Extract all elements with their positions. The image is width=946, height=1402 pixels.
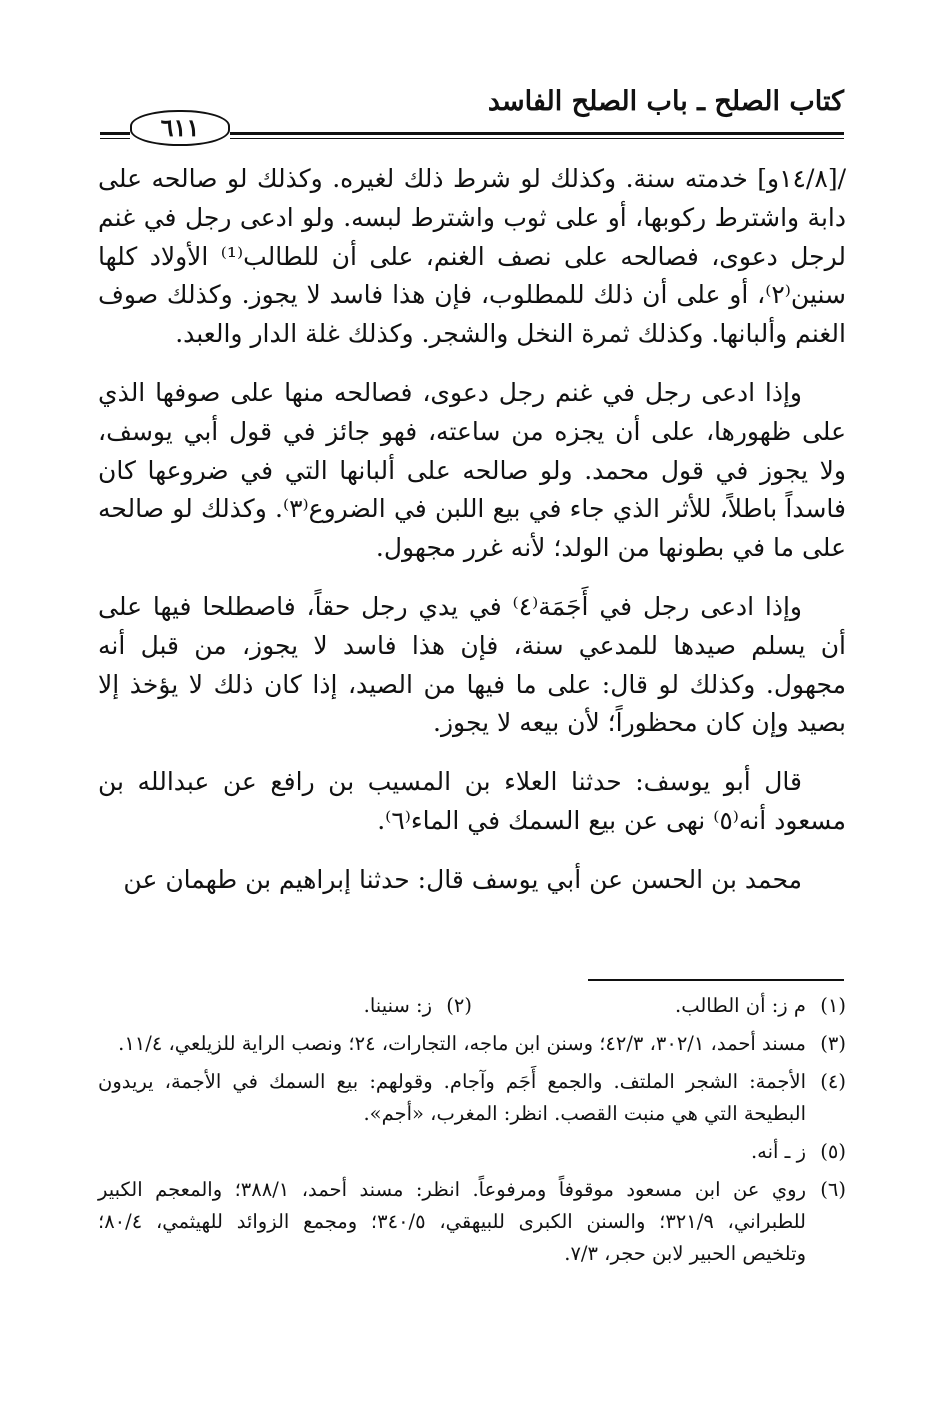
footnote-text: روي عن ابن مسعود موقوفاً ومرفوعاً. انظر: مسند أحمد، ٣٨٨/١؛ والمعجم الكبير للطبراني، ٣٢١/٩؛ والسنن الكبرى للبيهقي، ٣٤٠/٥؛ ومجمع الزوائد للهيثمي، ٨٠/٤؛ وتلخيص الحبير لابن حجر، ٧/٣. (98, 1178, 806, 1265)
footnote-6 (98, 1174, 846, 1270)
footnote-text: ز: سنينا. (363, 994, 432, 1017)
footnote-3 (98, 1028, 846, 1060)
footnote-text: ز ـ أنه. (750, 1140, 806, 1163)
paragraph-1: /[١٤/٨و] خدمته سنة. وكذلك لو شرط ذلك لغيره. وكذلك لو صالحه على دابة واشترط ركوبها، أو على ثوب واشترط لبسه. ولو ادعى رجل في غنم لرجل دعوى، فصالحه على نصف الغنم، على أن للطالب⁽¹⁾ الأولاد كلها سنين⁽٢⁾، أو على أن ذلك للمطلوب، فإن هذا فاسد لا يجوز. وكذلك صوف الغنم وألبانها. وكذلك ثمرة النخل والشجر. وكذلك غلة الدار والعبد. (98, 164, 846, 349)
page-number-frame (130, 110, 230, 146)
page-number: ٦١١ (130, 110, 230, 146)
footnote-5 (98, 1136, 846, 1168)
footnote-number: (٦) (820, 1178, 846, 1201)
footnote-separator (588, 979, 844, 981)
paragraph-4: قال أبو يوسف: حدثنا العلاء بن المسيب بن رافع عن عبدالله بن مسعود أنه⁽٥⁾ نهى عن بيع السمك في الماء⁽٦⁾. (98, 767, 846, 835)
footnotes (98, 990, 846, 1276)
main-text (98, 160, 846, 920)
footnote-row-1-2 (98, 990, 846, 1028)
footnote-number: (٥) (820, 1140, 846, 1163)
footnote-text: مسند أحمد، ٣٠٢/١، ٤٢/٣؛ وسنن ابن ماجه، التجارات، ٢٤؛ ونصب الراية للزيلعي، ١١/٤. (118, 1032, 806, 1055)
footnote-text: الأجمة: الشجر الملتف. والجمع أَجَم وآجام. وقولهم: بيع السمك في الأجمة، يريدون البطيحة التي هي منبت القصب. انظر: المغرب، «أجم». (98, 1070, 806, 1125)
footnote-number: (٣) (820, 1032, 846, 1055)
paragraph-2: وإذا ادعى رجل في غنم رجل دعوى، فصالحه منها على صوفها الذي على ظهورها، على أن يجزه من ساعته، فهو جائز في قول أبي يوسف، ولا يجوز في قول محمد. ولو صالحه على ألبانها التي في ضروعها كان فاسداً باطلاً، للأثر الذي جاء في بيع اللبن في الضروع⁽٣⁾. وكذلك لو صالحه على ما في بطونها من الولد؛ لأنه غرر مجهول. (98, 377, 846, 563)
footnote-number: (٤) (820, 1070, 846, 1093)
footnote-number: (١) (820, 994, 846, 1017)
footnote-text: م ز: أن الطالب. (675, 994, 806, 1017)
footnote-number: (٢) (446, 994, 472, 1017)
running-head: كتاب الصلح ـ باب الصلح الفاسد (487, 86, 844, 117)
footnote-4 (98, 1066, 846, 1130)
paragraph-3: وإذا ادعى رجل في أَجَمَة⁽٤⁾ في يدي رجل حقاً، فاصطلحا فيها على أن يسلم صيدها للمدعي سنة، فإن هذا فاسد لا يجوز، من قبل أنه مجهول. وكذلك لو قال: على ما فيها من الصيد، إذا كان ذلك لا يؤخذ إلا بصيد وإن كان محظوراً؛ لأن بيعه لا يجوز. (98, 591, 846, 738)
footnote-2 (98, 990, 472, 1022)
paragraph-5: محمد بن الحسن عن أبي يوسف قال: حدثنا إبراهيم بن طهمان عن (123, 864, 802, 894)
footnote-1 (472, 990, 846, 1022)
